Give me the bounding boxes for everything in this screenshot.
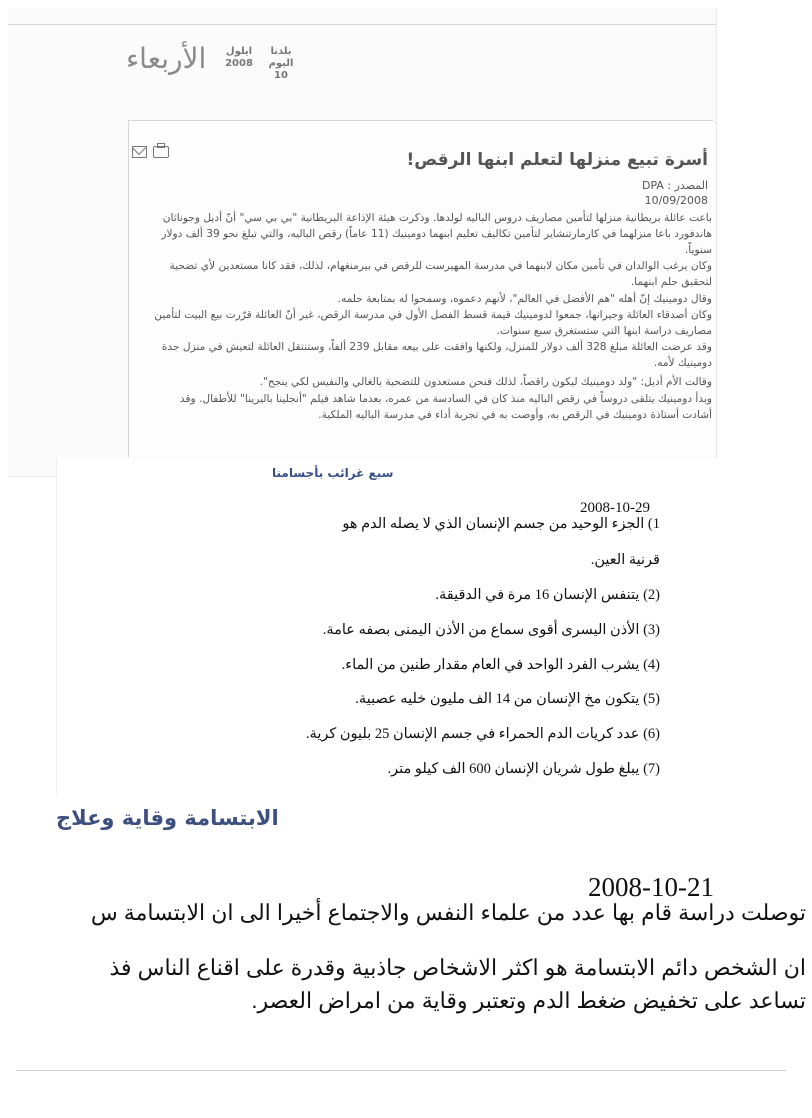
fact-item: (3) الأذن اليسرى أقوى سماع من الأذن اليمنى بصفه عامة. bbox=[322, 622, 660, 638]
facts-title: سبع غرائب بأجسامنا bbox=[272, 466, 394, 480]
section-label: بلدنا bbox=[270, 46, 292, 57]
smile-line: توصلت دراسة قام بها عدد من علماء النفس والاجتماع أخيرا الى ان الابتسامة س bbox=[90, 900, 806, 925]
fact-item: (5) يتكون مخ الإنسان من 14 الف مليون خليه عصبية. bbox=[355, 691, 660, 707]
article-line: وقال دومينيك إنّ أهله "هم الأفضل في العالم"، لأنهم دعموه، وسمحوا له بمتابعة حلمه. bbox=[337, 293, 712, 305]
fact-item: (7) يبلغ طول شريان الإنسان 600 الف كيلو متر. bbox=[387, 761, 660, 777]
article-line: وكان يرغب الوالدان في تأمين مكان لابنهما في مدرسة المهيرست للرقص في بيرمنغهام، لذلك، فقد كانا مستعدين لأي تضحية bbox=[169, 260, 712, 272]
month-label: ايلول bbox=[225, 46, 253, 57]
header-rule bbox=[8, 24, 716, 25]
article-line: لتحقيق حلم ابنهما. bbox=[630, 276, 712, 288]
article-source: المصدر : DPA bbox=[641, 179, 708, 192]
facts-date: 2008-10-29 bbox=[580, 500, 650, 516]
fact-item: (6) عدد كريات الدم الحمراء في جسم الإنسان 25 بليون كرية. bbox=[305, 726, 660, 742]
smile-line: ان الشخص دائم الابتسامة هو اكثر الاشخاص جاذبية وقدرة على اقناع الناس فذ bbox=[109, 955, 806, 980]
article-line: وكان أصدقاء العائلة وجيرانها، جمعوا لدومينيك قيمة قسط الفصل الأول في مدرسة الرقص، غير أنّ العائلة قرّرت بيع البيت لتأمين bbox=[154, 309, 712, 321]
fact-item: 1) الجزء الوحيد من جسم الإنسان الذي لا يصله الدم هو bbox=[342, 516, 660, 532]
article-line: وقد عرضت العائلة مبلغ 328 ألف دولار للمنزل، ولكنها وافقت على بيعه مقابل 239 ألفاً، وستنتقل العائلة لتعيش في منزل جدة bbox=[161, 341, 712, 353]
print-icon[interactable] bbox=[153, 146, 169, 158]
day-name: الأربعاء bbox=[126, 42, 207, 75]
article-line: باعت عائلة بريطانية منزلها لتأمين مصاريف دروس الباليه لولدها. وذكرت هيئة الإذاعة البريطانية "بي بي سي" أنّ أديل وجوناثان bbox=[162, 212, 712, 224]
smile-date: 2008-10-21 bbox=[588, 872, 714, 902]
bottom-rule bbox=[16, 1070, 786, 1071]
article-line: مصاريف دراسة ابنها التي ستستغرق سبع سنوات. bbox=[496, 325, 712, 337]
article-line: دومينيك لأمه. bbox=[653, 357, 712, 369]
smile-line: تساعد على تخفيض ضغط الدم وتعتبر وقاية من امراض العصر. bbox=[251, 988, 806, 1013]
today-label: اليوم bbox=[268, 58, 294, 69]
fact-item: قرنية العين. bbox=[590, 552, 660, 568]
article-line: أشادت أستاذة دومينيك في الرقص به، وأوصت به في تجربة أداء في مدرسة الباليه الملكية. bbox=[318, 409, 712, 421]
year-label: 2008 bbox=[225, 58, 253, 69]
email-icon[interactable] bbox=[132, 146, 147, 158]
article-date: 10/09/2008 bbox=[644, 194, 708, 207]
article-line: وبدأ دومينيك يتلقى دروساً في رقص الباليه منذ كان في السادسة من عمره، بعدما شاهد فيلم "أنجلينا باليرينا" للأطفال. وقد bbox=[179, 393, 712, 405]
smile-title: الابتسامة وقاية وعلاج bbox=[56, 806, 279, 830]
article-line: سنوياً. bbox=[684, 244, 712, 256]
article-line: وقالت الأم أديل: "ولد دومينيك ليكون راقصاً، لذلك فنحن مستعدون للتضحية بالغالي والنفيس لكي ينجح". bbox=[259, 376, 712, 388]
article-line: هاندفورد باعا منزلهما في كارمارتنشاير لتأمين تكاليف تعليم ابنهما دومينيك (11 عاماً) رقص الباليه، والتي تبلغ نحو 39 ألف دولار bbox=[161, 228, 712, 240]
day-number: 10 bbox=[274, 70, 288, 81]
article-title: أسرة تبيع منزلها لتعلم ابنها الرقص! bbox=[406, 150, 708, 170]
fact-item: (2) يتنفس الإنسان 16 مرة في الدقيقة. bbox=[435, 587, 660, 603]
fact-item: (4) يشرب الفرد الواحد في العام مقدار طنين من الماء. bbox=[341, 657, 660, 673]
